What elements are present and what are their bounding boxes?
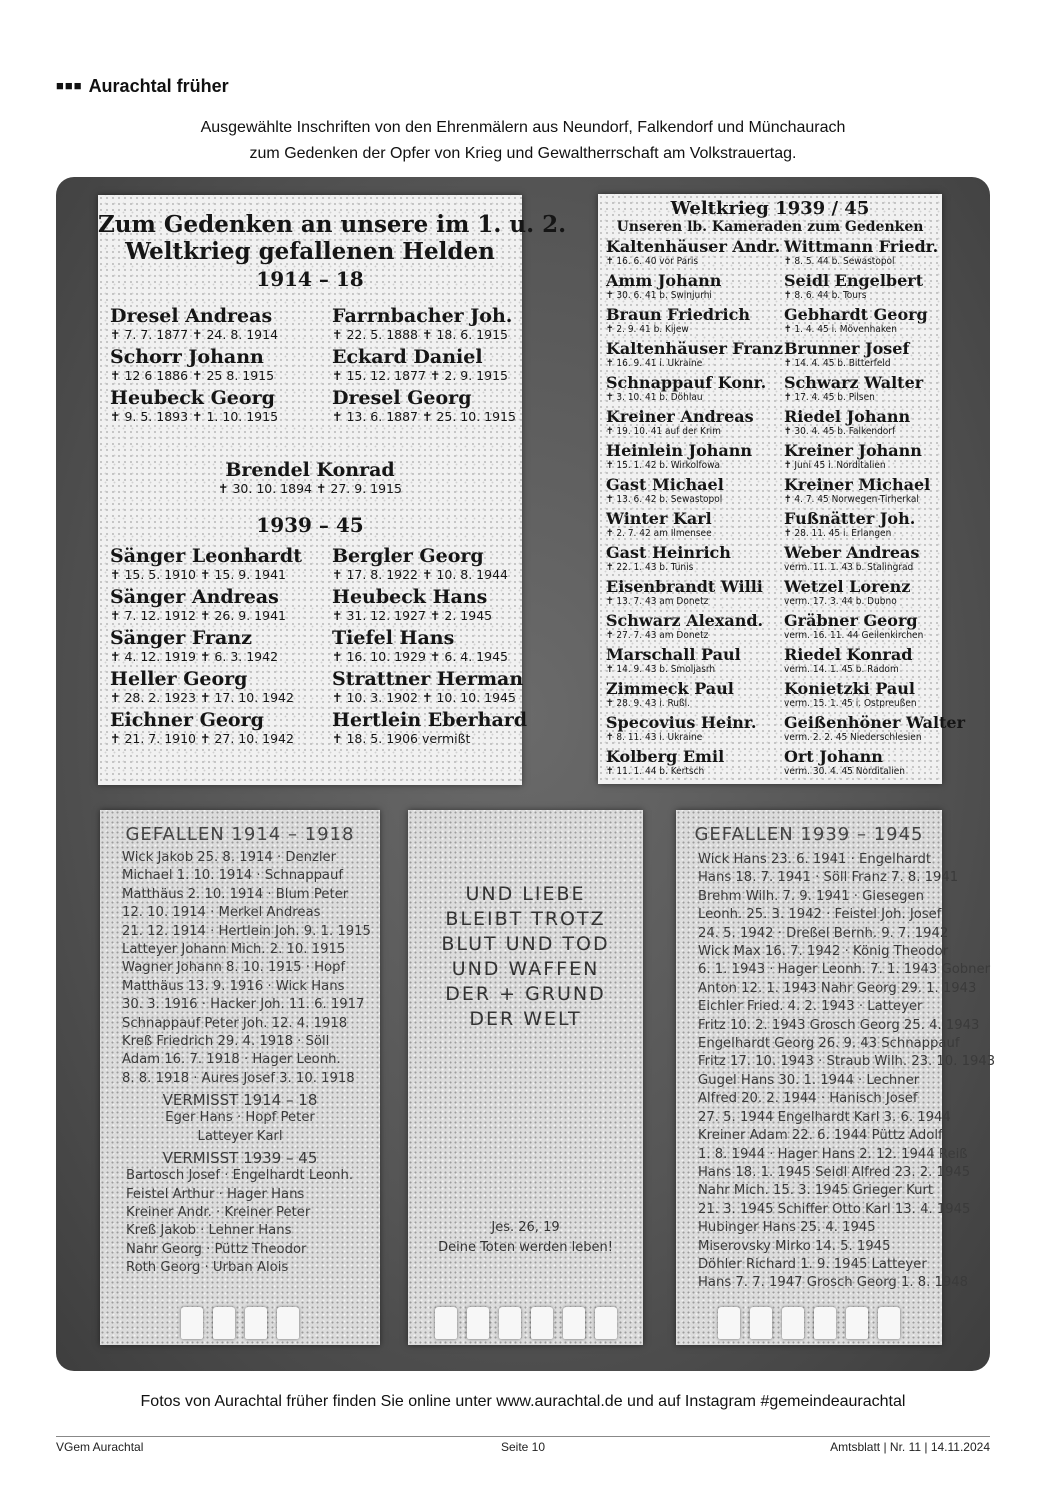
fallen-name: Heubeck Georg <box>110 387 275 409</box>
fallen-name: Dresel Georg <box>332 387 472 409</box>
fallen-dates: ✝ 30. 6. 41 b. Swinjurhi <box>606 290 712 301</box>
fallen-name: Strattner Herman <box>332 668 524 690</box>
fallen-name: Eichner Georg <box>110 709 264 731</box>
fallen-dates: verm. 16. 11. 44 Geilenkirchen <box>784 630 924 641</box>
fallen-name: Kolberg Emil <box>606 747 725 766</box>
fallen-name: Heller Georg <box>110 668 248 690</box>
inscription-line: Wick Jakob 25. 8. 1914 · Denzler <box>122 850 337 865</box>
fallen-entry <box>784 271 944 305</box>
inscription-line: Eichler Fried. 4. 2. 1943 · Latteyer <box>698 999 923 1015</box>
fallen-name: Schwarz Walter <box>784 373 924 392</box>
missing-heading-ww2: VERMISST 1939 – 45 <box>162 1149 318 1168</box>
intro-line-1: Ausgewählte Inschriften von den Ehrenmälern aus Neundorf, Falkendorf und Münchaurach <box>200 119 846 136</box>
inscription-line: Hans 18. 7. 1941 · Söll Franz 7. 8. 1941 <box>698 870 959 886</box>
inscription-line: Matthäus 2. 10. 1914 · Blum Peter <box>122 886 349 902</box>
inscription-line: 1. 8. 1944 · Hager Hans 2. 12. 1944 Reiß <box>698 1146 968 1162</box>
fallen-name: Specovius Heinr. <box>606 713 757 732</box>
plaque-title-line-1: Zum Gedenken an unsere im 1. u. 2. <box>98 211 567 238</box>
fallen-entry <box>784 407 944 441</box>
candle-row <box>408 1307 643 1339</box>
fallen-entry <box>606 747 784 781</box>
fallen-name: Farrnbacher Joh. <box>332 305 513 327</box>
fallen-entry <box>784 237 944 271</box>
intro-line-2: zum Gedenken der Opfer von Krieg und Gewaltherrschaft am Volkstrauertag. <box>249 145 797 162</box>
inscription-line: 24. 5. 1942 · Dreßel Bernh. 9. 7. 1942 <box>698 925 949 941</box>
inscription-line: Adam 16. 7. 1918 · Hager Leonh. <box>122 1052 341 1068</box>
inscription-line: Nahr Mich. 15. 3. 1945 Grieger Kurt <box>698 1183 934 1199</box>
candle <box>277 1307 299 1339</box>
inscription-line: Leonh. 25. 3. 1942 · Feistel Joh. Josef <box>698 907 942 923</box>
fallen-dates: ✝ 19. 10. 41 auf der Krim <box>606 426 721 437</box>
fallen-dates: verm. 14. 1. 45 b. Radom <box>784 664 899 675</box>
inscription-line: Kreß Jakob · Lehner Hans <box>126 1223 292 1239</box>
inscription-line: Michael 1. 10. 1914 · Schnappauf <box>122 868 344 884</box>
plaque-title: Weltkrieg 1939 / 45 <box>670 198 870 219</box>
inscription-line: UND WAFFEN <box>451 958 600 980</box>
inscription-line: Hans 18. 1. 1945 Seidl Alfred 23. 2. 1945 <box>698 1164 971 1180</box>
fallen-entry <box>110 709 332 746</box>
fallen-entry <box>784 713 966 747</box>
bible-reference: Jes. 26, 19 <box>491 1220 560 1235</box>
footer-issue: Amtsblatt | Nr. 11 | 14.11.2024 <box>830 1440 990 1454</box>
inscription-line: Hans 7. 7. 1947 Grosch Georg 1. 8. 1948 <box>698 1275 969 1291</box>
fallen-entry <box>784 475 944 509</box>
section-heading <box>56 76 229 97</box>
fallen-name: Ort Johann <box>784 747 883 766</box>
inscription-line: 21. 12. 1914 · Hertlein Joh. 9. 1. 1915 <box>122 923 371 939</box>
fallen-name: Weber Andreas <box>784 543 920 562</box>
fallen-dates: verm. 11. 1. 43 b. Stalingrad <box>784 562 914 573</box>
fallen-name: Sänger Franz <box>110 627 252 649</box>
inscription-line: Wagner Johann 8. 10. 1915 · Hopf <box>122 960 346 976</box>
candle <box>563 1307 585 1339</box>
fallen-dates: ✝ 8. 6. 44 b. Tours <box>784 290 867 301</box>
inscription-line: Engelhardt Georg 26. 9. 43 Schnappauf <box>698 1036 960 1052</box>
fallen-entry <box>110 627 332 664</box>
inscription-line: DER WELT <box>469 1008 582 1030</box>
fallen-name: Winter Karl <box>606 509 712 528</box>
fallen-name: Wetzel Lorenz <box>784 577 911 596</box>
fallen-name: Sänger Leonhardt <box>110 545 302 567</box>
fallen-dates: ✝ 15. 12. 1877 ✝ 2. 9. 1915 <box>332 368 508 383</box>
memorial-plaque-inscription <box>408 810 643 1345</box>
inscription-line: 6. 1. 1943 · Hager Leonh. 7. 1. 1943 Gobner <box>698 962 991 978</box>
fallen-entry <box>110 545 332 582</box>
fallen-dates: ✝ 17. 8. 1922 ✝ 10. 8. 1944 <box>332 567 508 582</box>
inscription-line: Gugel Hans 30. 1. 1944 · Lechner <box>698 1072 920 1088</box>
fallen-name: Marschall Paul <box>606 645 741 664</box>
fallen-name: Dresel Andreas <box>110 305 273 327</box>
fallen-dates: ✝ 16. 9. 41 i. Ukraine <box>606 358 703 369</box>
fallen-entry <box>110 346 332 383</box>
bible-verse: Deine Toten werden leben! <box>438 1240 613 1255</box>
memorial-plaque-ww1 <box>100 810 380 1345</box>
fallen-dates: ✝ 30. 4. 45 b. Falkendorf <box>784 426 896 437</box>
fallen-name: Kaltenhäuser Franz <box>606 339 783 358</box>
fallen-dates: verm. 15. 1. 45 i. Ostpreußen <box>784 698 917 709</box>
inscription-line: Alfred 20. 2. 1944 · Hanisch Josef <box>698 1091 918 1107</box>
fallen-dates: ✝ 11. 1. 44 b. Kertsch <box>606 766 705 777</box>
memorial-plaque-ww2 <box>676 810 996 1345</box>
fallen-dates: ✝ 2. 7. 42 am Ilmensee <box>606 528 712 539</box>
fallen-dates: ✝ 8. 11. 43 i. Ukraine <box>606 732 703 743</box>
fallen-dates: verm. 17. 3. 44 b. Dubno <box>784 596 897 607</box>
fallen-entry <box>784 441 944 475</box>
fallen-dates: ✝ 14. 9. 43 b. Smoljasrh <box>606 664 716 675</box>
ww1-center-entry <box>98 459 522 496</box>
inscription-line: Döhler Richard 1. 9. 1945 Latteyer <box>698 1256 927 1272</box>
memorial-plaque-falkendorf <box>598 194 966 784</box>
plaque-title-line-2: Weltkrieg gefallenen Helden <box>125 238 495 265</box>
fallen-dates: ✝ 30. 10. 1894 ✝ 27. 9. 1915 <box>218 481 402 496</box>
inscription-line: 30. 3. 1916 · Hacker Joh. 11. 6. 1917 <box>122 997 365 1013</box>
footer-page-number: Seite 10 <box>500 1440 546 1454</box>
fallen-name: Gast Michael <box>606 475 724 494</box>
candle-row <box>100 1307 380 1339</box>
fallen-name: Schorr Johann <box>110 346 264 368</box>
candle <box>181 1307 203 1339</box>
candle <box>878 1307 900 1339</box>
fallen-name: Riedel Johann <box>784 407 911 426</box>
candle <box>499 1307 521 1339</box>
fallen-entry <box>784 577 944 611</box>
footer-publisher: VGem Aurachtal <box>56 1440 144 1454</box>
fallen-entry <box>606 509 784 543</box>
fallen-name: Gebhardt Georg <box>784 305 928 324</box>
inscription-line: Fritz 17. 10. 1943 · Straub Wilh. 23. 10. 1943 <box>698 1054 996 1070</box>
missing-heading-ww1: VERMISST 1914 – 18 <box>162 1091 318 1110</box>
inscription-line: 12. 10. 1914 · Merkel Andreas <box>122 905 321 921</box>
fallen-entry <box>332 627 522 664</box>
candle <box>782 1307 804 1339</box>
inscription-line: Wick Hans 23. 6. 1941 · Engelhardt <box>698 852 931 867</box>
fallen-name: Wittmann Friedr. <box>784 237 939 256</box>
candle <box>718 1307 740 1339</box>
ww2-name-grid <box>110 545 528 750</box>
fallen-name: Kreiner Andreas <box>606 407 754 426</box>
fallen-name: Eisenbrandt Willi <box>606 577 763 596</box>
fallen-entry <box>784 611 944 645</box>
ww2-fallen-list <box>698 851 996 1293</box>
fallen-dates: ✝ 27. 7. 43 am Donetz <box>606 630 709 641</box>
fallen-dates: ✝ 16. 10. 1929 ✝ 6. 4. 1945 <box>332 649 508 664</box>
fallen-name: Tiefel Hans <box>332 627 455 649</box>
fallen-dates: ✝ 10. 3. 1902 ✝ 10. 10. 1945 <box>332 690 516 705</box>
fallen-name: Heubeck Hans <box>332 586 488 608</box>
fallen-name: Geißenhöner Walter <box>784 713 966 732</box>
inscription-line: DER + GRUND <box>445 983 606 1005</box>
fallen-entry <box>332 387 522 424</box>
memorial-photo-collage <box>56 177 996 1371</box>
inscription-line: Kreiner Andr. · Kreiner Peter <box>126 1204 311 1220</box>
fallen-name: Riedel Konrad <box>784 645 913 664</box>
inscription-line: Matthäus 13. 9. 1916 · Wick Hans <box>122 978 345 994</box>
footer-divider <box>56 1436 990 1437</box>
fallen-name: Schnappauf Konr. <box>606 373 767 392</box>
fallen-dates: ✝ 22. 5. 1888 ✝ 18. 6. 1915 <box>332 327 508 342</box>
fallen-entry <box>606 271 784 305</box>
fallen-name: Eckard Daniel <box>332 346 483 368</box>
inscription-line: Eger Hans · Hopf Peter <box>165 1110 315 1126</box>
inscription-line: BLUT UND TOD <box>441 933 610 955</box>
fallen-name: Amm Johann <box>606 271 722 290</box>
fallen-entry <box>332 305 522 342</box>
fallen-name: Konietzki Paul <box>784 679 916 698</box>
inscription-line: 27. 5. 1944 Engelhardt Karl 3. 6. 1944 <box>698 1109 951 1125</box>
inscription-line: Anton 12. 1. 1943 Nahr Georg 29. 1. 1943 <box>698 980 977 996</box>
inscription-line: UND LIEBE <box>465 883 586 905</box>
fallen-dates: ✝ 12 6 1886 ✝ 25 8. 1915 <box>110 368 275 383</box>
fallen-entry <box>110 586 332 623</box>
inscription-line: Brehm Wilh. 7. 9. 1941 · Giesegen <box>698 888 925 904</box>
fallen-dates: ✝ 9. 5. 1893 ✝ 1. 10. 1915 <box>110 409 279 424</box>
fallen-dates: ✝ 16. 6. 40 vor Paris <box>606 256 699 267</box>
candle <box>245 1307 267 1339</box>
candle <box>595 1307 617 1339</box>
inscription-line: Feistel Arthur · Hager Hans <box>126 1186 305 1202</box>
fallen-name: Brendel Konrad <box>225 459 395 481</box>
fallen-dates: ✝ 8. 5. 44 b. Sewastopol <box>784 256 895 267</box>
fallen-dates: ✝ 4. 12. 1919 ✝ 6. 3. 1942 <box>110 649 279 664</box>
fallen-dates: ✝ 22. 1. 43 b. Tunis <box>606 562 694 573</box>
ww1-name-grid <box>110 305 522 428</box>
fallen-entry <box>606 305 784 339</box>
fallen-name: Hertlein Eberhard <box>332 709 528 731</box>
fallen-dates: ✝ 3. 10. 41 b. Döhlau <box>606 392 703 403</box>
fallen-name: Kreiner Michael <box>784 475 931 494</box>
fallen-dates: ✝ 1. 4. 45 i. Mövenhaken <box>784 324 897 335</box>
ww1-fallen-list <box>122 849 380 1088</box>
fallen-dates: ✝ 21. 7. 1910 ✝ 27. 10. 1942 <box>110 731 294 746</box>
fallen-dates: ✝ 28. 11. 45 i. Erlangen <box>784 528 892 539</box>
period-heading-ww2: 1939 – 45 <box>256 513 364 537</box>
fallen-entry <box>110 305 332 342</box>
fallen-entry <box>606 713 784 747</box>
fallen-name: Brunner Josef <box>784 339 910 358</box>
fallen-name: Seidl Engelbert <box>784 271 924 290</box>
fallen-entry <box>606 441 784 475</box>
fallen-entry <box>110 668 332 705</box>
falkendorf-name-grid <box>606 237 966 781</box>
plaque-subtitle: Unseren lb. Kameraden zum Gedenken <box>616 219 924 235</box>
section-marker-icon: ■■■ <box>56 78 83 93</box>
inscription-line: Nahr Georg · Püttz Theodor <box>126 1241 307 1257</box>
fallen-entry <box>110 387 332 424</box>
fallen-name: Braun Friedrich <box>606 305 750 324</box>
fallen-entry <box>606 611 784 645</box>
fallen-dates: ✝ 15. 1. 42 b. Wirkolfowa <box>606 460 720 471</box>
inscription-line: Schnappauf Peter Joh. 12. 4. 1918 <box>122 1015 348 1031</box>
fallen-entry <box>784 543 944 577</box>
fallen-entry <box>332 545 522 582</box>
fallen-name: Sänger Andreas <box>110 586 279 608</box>
fallen-dates: ✝ 2. 9. 41 b. Kijew <box>606 324 689 335</box>
candle <box>467 1307 489 1339</box>
fallen-name: Zimmeck Paul <box>606 679 734 698</box>
fallen-entry <box>784 373 944 407</box>
fallen-dates: ✝ 13. 6. 1887 ✝ 25. 10. 1915 <box>332 409 516 424</box>
fallen-name: Gräbner Georg <box>784 611 918 630</box>
fallen-entry <box>784 679 944 713</box>
inscription-line: Hubinger Hans 25. 4. 1945 <box>698 1220 876 1236</box>
inscription-line: Wick Max 16. 7. 1942 · König Theodor <box>698 944 949 960</box>
fallen-dates: ✝ Juni 45 i. Norditalien <box>784 460 886 471</box>
photo-caption: Fotos von Aurachtal früher finden Sie online unter www.aurachtal.de und auf Instagram #gemeindeaurachtal <box>140 1393 906 1410</box>
inscription-line: BLEIBT TROTZ <box>445 908 606 930</box>
fallen-name: Kreiner Johann <box>784 441 922 460</box>
fallen-dates: ✝ 7. 12. 1912 ✝ 26. 9. 1941 <box>110 608 286 623</box>
plaque-heading: GEFALLEN 1914 – 1918 <box>125 824 355 845</box>
fallen-entry <box>332 346 522 383</box>
inscription-line: Latteyer Johann Mich. 2. 10. 1915 <box>122 942 346 958</box>
fallen-name: Fußnätter Joh. <box>784 509 916 528</box>
inscription-line: 21. 3. 1945 Schiffer Otto Karl 13. 4. 1945 <box>698 1201 971 1217</box>
fallen-entry <box>606 679 784 713</box>
fallen-dates: ✝ 18. 5. 1906 vermißt <box>332 731 471 746</box>
fallen-name: Kaltenhäuser Andr. <box>606 237 781 256</box>
fallen-entry <box>606 237 784 271</box>
fallen-entry <box>606 373 784 407</box>
fallen-dates: verm. 2. 2. 45 Niederschlesien <box>784 732 922 743</box>
fallen-dates: ✝ 15. 5. 1910 ✝ 15. 9. 1941 <box>110 567 286 582</box>
fallen-entry <box>606 407 784 441</box>
fallen-entry <box>606 543 784 577</box>
fallen-entry <box>606 577 784 611</box>
fallen-dates: ✝ 14. 4. 45 b. Bitterfeld <box>784 358 891 369</box>
inscription-line: Bartosch Josef · Engelhardt Leonh. <box>126 1168 354 1184</box>
fallen-dates: verm. 30. 4. 45 Norditalien <box>784 766 905 777</box>
inscription-verse <box>408 882 643 1032</box>
inscription-line: Roth Georg · Urban Alois <box>126 1260 289 1276</box>
plaque-heading: GEFALLEN 1939 – 1945 <box>694 824 924 845</box>
fallen-dates: ✝ 28. 9. 43 i. Rußl. <box>606 698 691 709</box>
fallen-dates: ✝ 4. 7. 45 Norwegen-Tirherkal <box>784 494 919 505</box>
fallen-entry <box>784 645 944 679</box>
candle <box>435 1307 457 1339</box>
candle <box>846 1307 868 1339</box>
fallen-dates: ✝ 13. 7. 43 am Donetz <box>606 596 709 607</box>
ww1-missing-list <box>100 1109 380 1146</box>
inscription-line: Kreß Friedrich 29. 4. 1918 · Söll <box>122 1034 330 1050</box>
fallen-name: Gast Heinrich <box>606 543 731 562</box>
fallen-entry <box>332 586 522 623</box>
fallen-name: Schwarz Alexand. <box>606 611 764 630</box>
fallen-dates: ✝ 28. 2. 1923 ✝ 17. 10. 1942 <box>110 690 294 705</box>
period-heading-ww1: 1914 – 18 <box>256 267 364 291</box>
fallen-entry <box>606 475 784 509</box>
fallen-dates: ✝ 17. 4. 45 b. Pilsen <box>784 392 875 403</box>
fallen-entry <box>784 305 944 339</box>
fallen-entry <box>332 709 528 746</box>
fallen-name: Bergler Georg <box>332 545 484 567</box>
inscription-line: Fritz 10. 2. 1943 Grosch Georg 25. 4. 1943 <box>698 1017 980 1033</box>
candle <box>814 1307 836 1339</box>
fallen-entry <box>606 645 784 679</box>
fallen-dates: ✝ 13. 6. 42 b. Sewastopol <box>606 494 723 505</box>
inscription-line: Kreiner Adam 22. 6. 1944 Püttz Adolf <box>698 1128 943 1144</box>
fallen-entry <box>332 668 522 705</box>
fallen-entry <box>784 339 944 373</box>
fallen-entry <box>606 339 784 373</box>
fallen-dates: ✝ 31. 12. 1927 ✝ 2. 1945 <box>332 608 493 623</box>
ww2-missing-list <box>126 1167 380 1277</box>
candle <box>750 1307 772 1339</box>
inscription-line: Miserovsky Mirko 14. 5. 1945 <box>698 1238 891 1254</box>
memorial-plaque-neundorf <box>98 195 567 785</box>
inscription-line: 8. 8. 1918 · Aures Josef 3. 10. 1918 <box>122 1070 355 1086</box>
candle-row <box>676 1307 942 1339</box>
candle <box>531 1307 553 1339</box>
fallen-name: Heinlein Johann <box>606 441 753 460</box>
inscription-line: Latteyer Karl <box>197 1128 283 1144</box>
fallen-dates: ✝ 7. 7. 1877 ✝ 24. 8. 1914 <box>110 327 279 342</box>
fallen-entry <box>784 509 944 543</box>
section-title: Aurachtal früher <box>88 76 229 96</box>
candle <box>213 1307 235 1339</box>
fallen-entry <box>784 747 944 781</box>
